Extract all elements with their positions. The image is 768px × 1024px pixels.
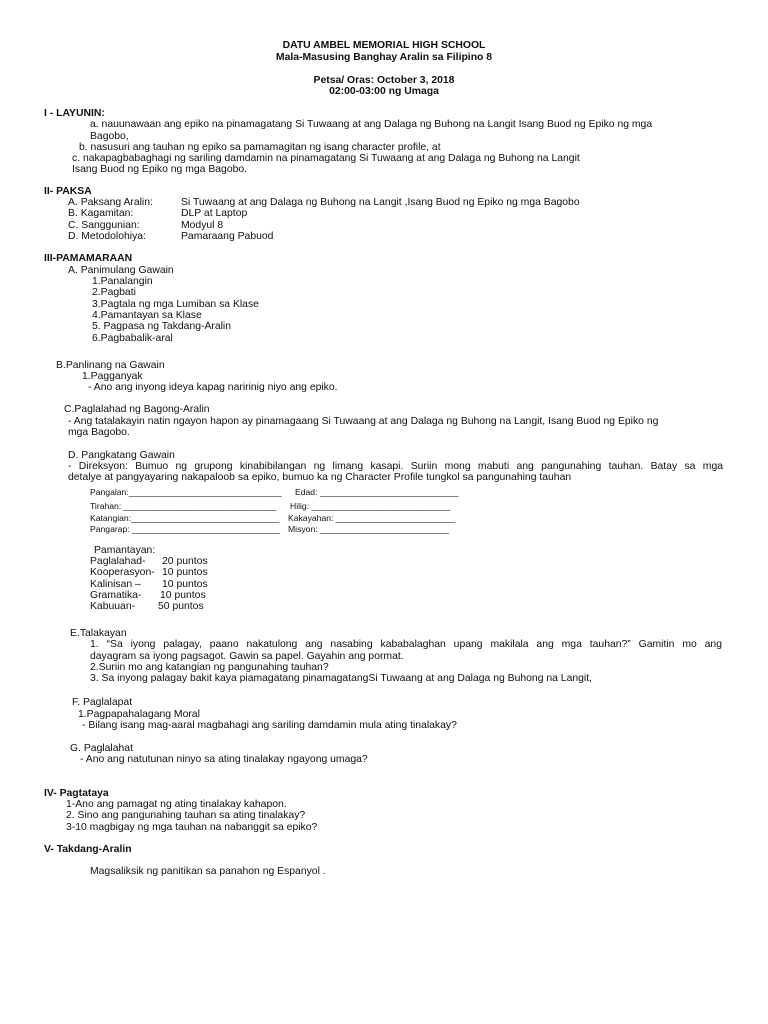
layunin-c-line1: c. nakapagbabaghagi ng sariling damdamin na pinamagatang Si Tuwaang at ang Dalaga ng Buhong na Langit (72, 153, 580, 164)
talakayan-q3: 3. Sa inyong palagay bakit kaya piamagatang pinamagatangSi Tuwaang at ang Dalaga ng Buhong na Langit, (90, 673, 593, 684)
panlinang-gawain-title: B.Panlinang na Gawain (56, 360, 165, 371)
paksa-label-a: A. Paksang Aralin: (68, 197, 153, 208)
pamantayan-criterion: Gramatika- (90, 590, 142, 601)
panimulang-item: 4.Pamantayan sa Klase (92, 310, 202, 321)
panimulang-item: 1.Panalangin (92, 276, 153, 287)
panimulang-item: 2.Pagbati (92, 287, 136, 298)
form-field-edad: Edad: _____________________________ (295, 487, 459, 497)
pamantayan-points: 10 puntos (162, 579, 208, 590)
form-field-pangarap: Pangarap: _______________________________ (90, 524, 281, 534)
pagganyak-item: 1.Pagganyak (82, 371, 143, 382)
panimulang-item: 3.Pagtala ng mga Lumiban sa Klase (92, 299, 259, 310)
paglalahat-title: G. Paglalahat (70, 743, 133, 754)
paksa-value-a: Si Tuwaang at ang Dalaga ng Buhong na Langit ,Isang Buod ng Epiko ng mga Bagobo (181, 197, 580, 208)
paglalapat-question: - Bilang isang mag-aaral magbahagi ang sariling damdamin mula ating tinalakay? (82, 720, 457, 731)
date-line: Petsa/ Oras: October 3, 2018 (313, 75, 455, 86)
form-field-kakayahan: Kakayahan: _________________________ (288, 513, 456, 523)
form-field-hilig: Hilig: _____________________________ (290, 501, 451, 511)
takdang-aralin-heading: V- Takdang-Aralin (44, 844, 132, 855)
takdang-aralin-text: Magsaliksik ng panitikan sa panahon ng Espanyol . (90, 866, 326, 877)
paksa-label-b: B. Kagamitan: (68, 208, 134, 219)
paksa-value-c: Modyul 8 (181, 220, 224, 231)
direksyon-line1: - Direksyon: Bumuo ng grupong kinabibilangan ng limang kasapi. Suriin mong mabuti ang pangunahing tauhan. Batay sa mga (68, 461, 723, 472)
pamamaraan-heading: III-PAMAMARAAN (44, 253, 133, 264)
pamantayan-criterion: Kalinisan – (90, 579, 141, 590)
pamantayan-criterion: Paglalahad- (90, 556, 146, 567)
layunin-c-line2: Isang Buod ng Epiko ng mga Bagobo. (72, 164, 248, 175)
form-field-pangalan: Pangalan:________________________________ (90, 487, 282, 497)
pagganyak-question: - Ano ang inyong ideya kapag naririnig niyo ang epiko. (88, 382, 338, 393)
paksa-value-d: Pamaraang Pabuod (181, 231, 274, 242)
pamantayan-points: 50 puntos (158, 601, 204, 612)
pamantayan-title: Pamantayan: (94, 545, 156, 556)
paksa-label-d: D. Metodolohiya: (68, 231, 146, 242)
paglalahad-text-line1: - Ang tatalakayin natin ngayon hapon ay pinamagaang Si Tuwaang at ang Dalaga ng Buhong na Langit, Isang Buod ng Epiko ng (68, 416, 659, 427)
paglalapat-title: F. Paglalapat (72, 697, 133, 708)
pamantayan-points: 10 puntos (162, 567, 208, 578)
paksa-label-c: C. Sanggunian: (68, 220, 140, 231)
paksa-heading: II- PAKSA (44, 186, 92, 197)
talakayan-q1-line2: dayagram sa iyong pagsagot. Gawin sa papel. Gayahin ang pormat. (90, 651, 404, 662)
document-title: Mala-Masusing Banghay Aralin sa Filipino 8 (275, 52, 493, 63)
pagtataya-heading: IV- Pagtataya (44, 788, 109, 799)
pagtataya-item: 3-10 magbigay ng mga tauhan na nabanggit sa epiko? (66, 822, 318, 833)
form-field-katangian: Katangian:_______________________________ (90, 513, 280, 523)
panimulang-gawain-title: A. Panimulang Gawain (68, 265, 174, 276)
layunin-b: b. nasusuri ang tauhan ng epiko sa pamamagitan ng isang character profile, at (79, 142, 441, 153)
panimulang-item: 5. Pagpasa ng Takdang-Aralin (92, 321, 232, 332)
talakayan-q1-line1: 1. “Sa iyong palagay, paano nakatulong ang nasabing kababalaghan upang makilala ang mga tauhan?” Gamitin mo ang (90, 639, 722, 650)
pangkatang-gawain-title: D. Pangkatang Gawain (68, 450, 175, 461)
talakayan-q2: 2.Suriin mo ang katangian ng pangunahing tauhan? (90, 662, 329, 673)
form-field-tirahan: Tirahan: ________________________________ (90, 501, 277, 511)
panimulang-item: 6.Pagbabalik-aral (92, 333, 173, 344)
pamantayan-criterion: Kooperasyon- (90, 567, 155, 578)
paglalahat-question: - Ano ang natutunan ninyo sa ating tinalakay ngayong umaga? (80, 754, 368, 765)
paglalahad-text-line2: mga Bagobo. (68, 427, 130, 438)
layunin-a-line2: Bagobo, (90, 131, 129, 142)
paksa-value-b: DLP at Laptop (181, 208, 248, 219)
pamantayan-points: 20 puntos (162, 556, 208, 567)
pamantayan-points: 10 puntos (160, 590, 206, 601)
layunin-a-line1: a. nauunawaan ang epiko na pinamagatang Si Tuwaang at ang Dalaga ng Buhong na Langit Isang Buod ng Epiko ng mga (90, 119, 653, 130)
layunin-heading: I - LAYUNIN: (44, 108, 105, 119)
direksyon-line2: detalye at pangyayaring nakapaloob sa epiko, bumuo ka ng Character Profile tungkol sa pangunahing tauhan (68, 472, 572, 483)
paglalahad-title: C.Paglalahad ng Bagong-Aralin (64, 404, 210, 415)
talakayan-title: E.Talakayan (70, 628, 127, 639)
form-field-misyon: Misyon: ___________________________ (288, 524, 450, 534)
pagtataya-item: 1-Ano ang pamagat ng ating tinalakay kahapon. (66, 799, 287, 810)
paglalapat-item: 1.Pagpapahalagang Moral (78, 709, 200, 720)
school-name: DATU AMBEL MEMORIAL HIGH SCHOOL (282, 40, 486, 51)
pamantayan-criterion: Kabuuan- (90, 601, 136, 612)
time-line: 02:00-03:00 ng Umaga (329, 86, 439, 97)
pagtataya-item: 2. Sino ang pangunahing tauhan sa ating tinalakay? (66, 810, 306, 821)
